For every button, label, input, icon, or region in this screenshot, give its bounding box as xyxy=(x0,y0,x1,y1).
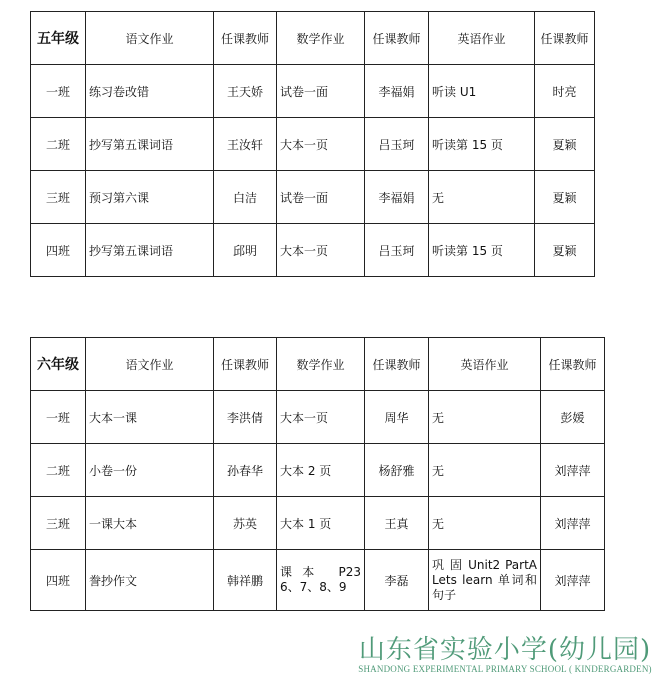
class-name: 三班 xyxy=(31,497,86,550)
table-header-row xyxy=(31,12,595,65)
math-teacher: 李福娟 xyxy=(365,171,429,224)
table-row xyxy=(31,444,605,497)
english-teacher: 夏颖 xyxy=(535,171,595,224)
header-teacher: 任课教师 xyxy=(214,338,277,391)
math-teacher: 吕玉珂 xyxy=(365,118,429,171)
header-teacher: 任课教师 xyxy=(541,338,605,391)
header-teacher: 任课教师 xyxy=(214,12,277,65)
chinese-teacher: 白洁 xyxy=(214,171,277,224)
english-homework: 巩 固 Unit2 PartA Lets learn 单词和句子 xyxy=(429,550,541,611)
math-homework: 试卷一面 xyxy=(277,171,365,224)
math-teacher: 李磊 xyxy=(365,550,429,611)
chinese-homework: 小卷一份 xyxy=(86,444,214,497)
chinese-homework: 大本一课 xyxy=(86,391,214,444)
math-teacher: 吕玉珂 xyxy=(365,224,429,277)
table-row xyxy=(31,224,595,277)
english-homework: 无 xyxy=(429,497,541,550)
table-header-row xyxy=(31,338,605,391)
class-name: 一班 xyxy=(31,391,86,444)
school-logo xyxy=(355,634,655,674)
header-teacher: 任课教师 xyxy=(535,12,595,65)
english-homework: 无 xyxy=(429,171,535,224)
table-row xyxy=(31,550,605,611)
grade5-homework-table xyxy=(30,11,595,277)
class-name: 二班 xyxy=(31,118,86,171)
chinese-teacher: 王天娇 xyxy=(214,65,277,118)
table-row xyxy=(31,497,605,550)
english-homework: 听读第 15 页 xyxy=(429,118,535,171)
class-name: 二班 xyxy=(31,444,86,497)
english-homework: 听读第 15 页 xyxy=(429,224,535,277)
english-teacher: 刘萍萍 xyxy=(541,550,605,611)
school-name-en: SHANDONG EXPERIMENTAL PRIMARY SCHOOL ( KINDERGARDEN) xyxy=(358,664,652,674)
math-teacher: 周华 xyxy=(365,391,429,444)
math-teacher: 杨舒雅 xyxy=(365,444,429,497)
header-math: 数学作业 xyxy=(277,12,365,65)
english-homework: 无 xyxy=(429,391,541,444)
header-math: 数学作业 xyxy=(277,338,365,391)
english-homework: 听读 U1 xyxy=(429,65,535,118)
chinese-homework: 预习第六课 xyxy=(86,171,214,224)
english-teacher: 刘萍萍 xyxy=(541,444,605,497)
grade-title: 五年级 xyxy=(31,12,86,65)
chinese-homework: 抄写第五课词语 xyxy=(86,118,214,171)
math-homework: 试卷一面 xyxy=(277,65,365,118)
chinese-teacher: 韩祥鹏 xyxy=(214,550,277,611)
chinese-homework: 抄写第五课词语 xyxy=(86,224,214,277)
class-name: 三班 xyxy=(31,171,86,224)
table-row xyxy=(31,391,605,444)
math-homework: 大本 1 页 xyxy=(277,497,365,550)
chinese-homework: 一课大本 xyxy=(86,497,214,550)
header-english: 英语作业 xyxy=(429,338,541,391)
table-row xyxy=(31,171,595,224)
english-homework: 无 xyxy=(429,444,541,497)
chinese-teacher: 孙春华 xyxy=(214,444,277,497)
chinese-homework: 练习卷改错 xyxy=(86,65,214,118)
chinese-teacher: 王汝轩 xyxy=(214,118,277,171)
math-homework: 大本一页 xyxy=(277,118,365,171)
header-teacher: 任课教师 xyxy=(365,338,429,391)
header-english: 英语作业 xyxy=(429,12,535,65)
class-name: 一班 xyxy=(31,65,86,118)
school-name-cn: 山东省实验小学(幼儿园) xyxy=(358,635,652,665)
math-homework: 大本 2 页 xyxy=(277,444,365,497)
english-teacher: 时亮 xyxy=(535,65,595,118)
table-row xyxy=(31,118,595,171)
header-chinese: 语文作业 xyxy=(86,338,214,391)
header-chinese: 语文作业 xyxy=(86,12,214,65)
english-teacher: 刘萍萍 xyxy=(541,497,605,550)
grade-title: 六年级 xyxy=(31,338,86,391)
class-name: 四班 xyxy=(31,224,86,277)
math-teacher: 李福娟 xyxy=(365,65,429,118)
english-teacher: 夏颖 xyxy=(535,224,595,277)
grade6-homework-table xyxy=(30,337,605,611)
math-homework: 课本 P23 6、7、8、9 xyxy=(277,550,365,611)
chinese-teacher: 苏英 xyxy=(214,497,277,550)
math-teacher: 王真 xyxy=(365,497,429,550)
class-name: 四班 xyxy=(31,550,86,611)
chinese-teacher: 李洪倩 xyxy=(214,391,277,444)
chinese-homework: 誊抄作文 xyxy=(86,550,214,611)
math-homework: 大本一页 xyxy=(277,224,365,277)
table-row xyxy=(31,65,595,118)
header-teacher: 任课教师 xyxy=(365,12,429,65)
chinese-teacher: 邱明 xyxy=(214,224,277,277)
math-homework: 大本一页 xyxy=(277,391,365,444)
english-teacher: 彭媛 xyxy=(541,391,605,444)
english-teacher: 夏颖 xyxy=(535,118,595,171)
